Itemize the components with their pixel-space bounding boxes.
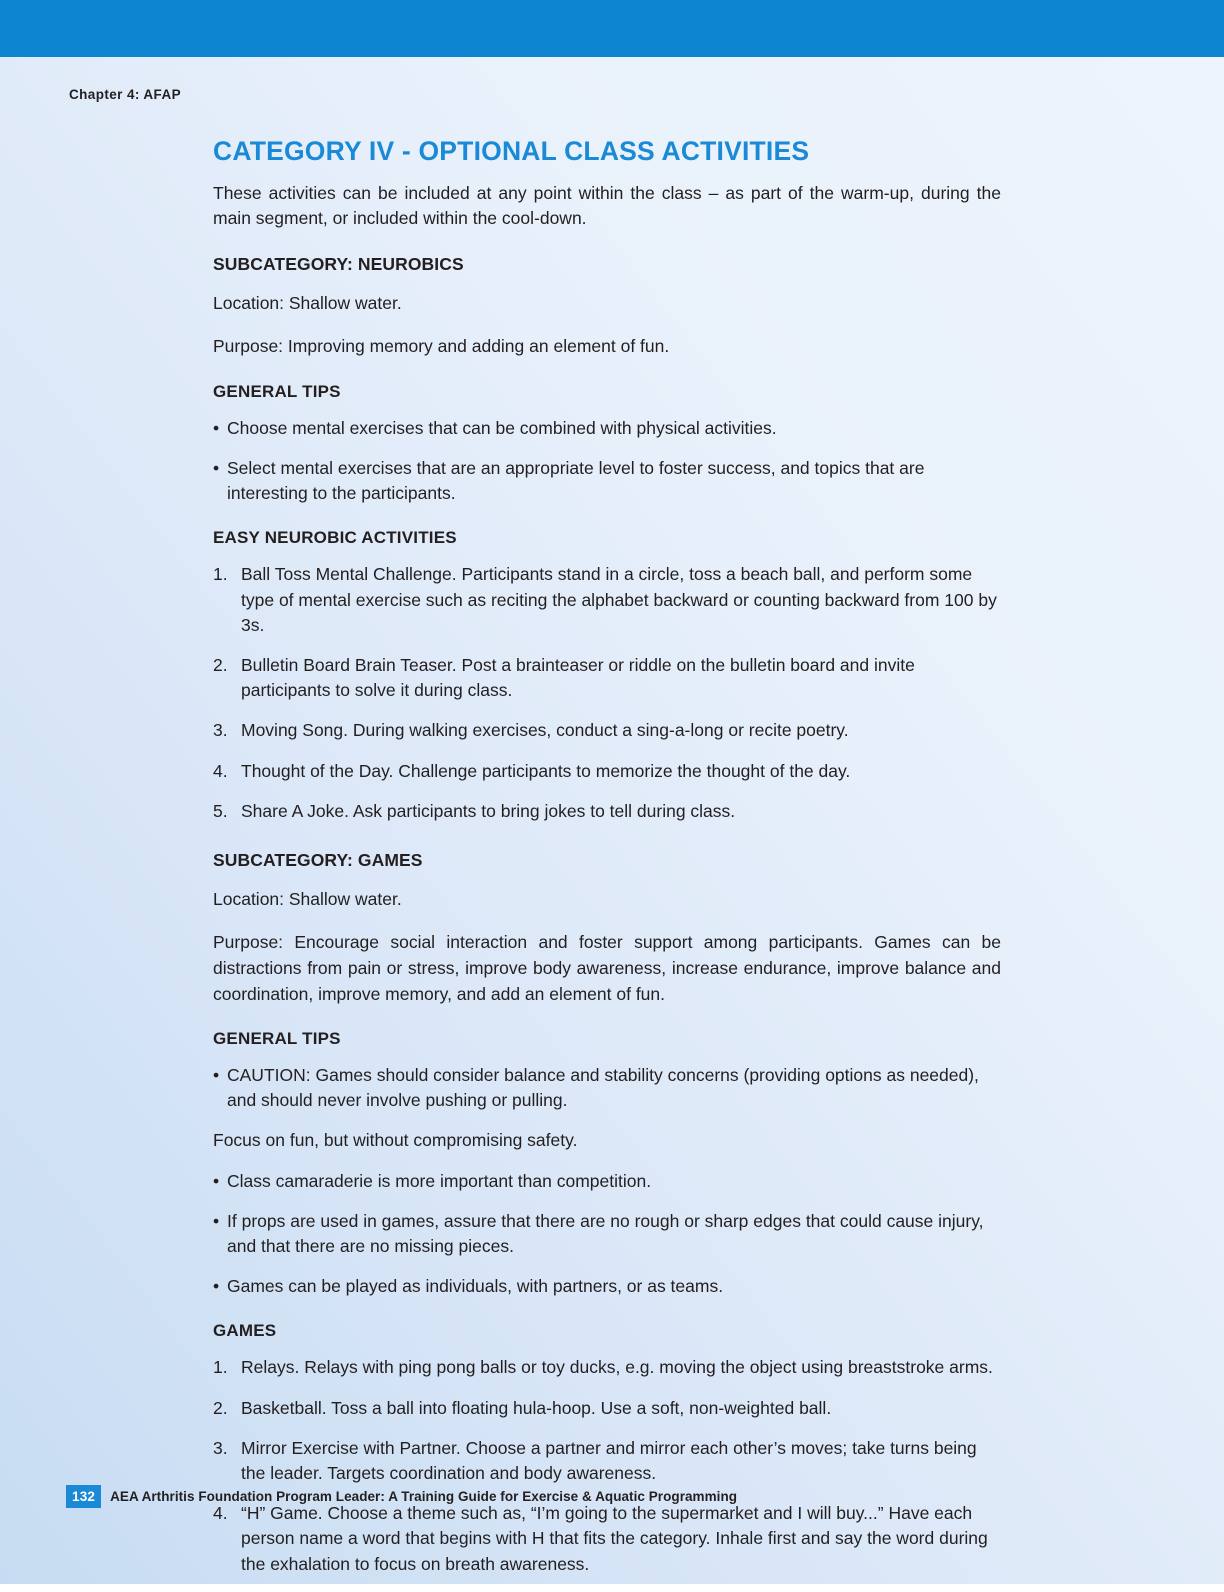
bullet-icon: • — [213, 417, 220, 438]
page-header-bar — [0, 0, 1224, 57]
page-title: CATEGORY IV - OPTIONAL CLASS ACTIVITIES — [213, 136, 810, 166]
section-neurobics — [213, 254, 1001, 824]
list-item-text: Games can be played as individuals, with partners, or as teams. — [227, 1276, 724, 1297]
intro-paragraph: These activities can be included at any point within the class – as part of the warm-up, during the main segment, or included within the cool-down. — [213, 182, 1001, 229]
list-item-number: 2. — [213, 654, 228, 675]
list-item — [213, 718, 1001, 743]
list-item-number: 1. — [213, 1357, 228, 1378]
list-item — [213, 1274, 1001, 1299]
list-item — [213, 1436, 1001, 1486]
list-item — [213, 653, 1001, 703]
list-item — [213, 1355, 1001, 1380]
list-item — [213, 759, 1001, 784]
list-item-number: 3. — [213, 1437, 228, 1458]
list-item — [213, 1396, 1001, 1421]
list-item — [213, 799, 1001, 824]
list-item-number: 1. — [213, 564, 228, 585]
list-item-number: 5. — [213, 800, 228, 821]
list-item-text: Basketball. Toss a ball into floating hula-hoop. Use a soft, non-weighted ball. — [241, 1397, 832, 1418]
list-item-text: Select mental exercises that are an appropriate level to foster success, and topics that are interesting to the participants. — [227, 458, 925, 504]
location-line-neurobics: Location: Shallow water. — [213, 292, 402, 313]
list-item-text: Moving Song. During walking exercises, conduct a sing-a-long or recite poetry. — [241, 720, 849, 741]
list-item-number: 4. — [213, 1503, 228, 1524]
list-item-text: Bulletin Board Brain Teaser. Post a brainteaser or riddle on the bulletin board and invite participants to solve it during class. — [241, 654, 915, 701]
list-item — [213, 1209, 1001, 1259]
list-item-text: If props are used in games, assure that there are no rough or sharp edges that could cause injury, and that there are no missing pieces. — [227, 1210, 984, 1257]
general-tips-heading-neurobics: GENERAL TIPS — [213, 381, 341, 401]
bullet-icon: • — [213, 458, 220, 479]
list-item-text: Choose mental exercises that can be combined with physical activities. — [227, 417, 777, 438]
list-item-text: “H” Game. Choose a theme such as, “I’m going to the supermarket and I will buy...” Have each person name a word that begins with H that fits the category. Inhale first and say the word during the exhalation to focus on breath awareness. — [241, 1503, 988, 1574]
chapter-label: Chapter 4: AFAP — [69, 87, 182, 102]
list-item-text: Share A Joke. Ask participants to bring jokes to tell during class. — [241, 800, 736, 821]
bullet-icon: • — [213, 1210, 220, 1231]
bullet-icon: • — [213, 1276, 220, 1297]
purpose-line-games: Purpose: Encourage social interaction and foster support among participants. Games can be distractions from pain or stress, improve body awareness, increase endurance, improve balance and coordination, improve memory, and add an element of fun. — [213, 932, 1001, 1004]
list-item — [213, 456, 1001, 506]
list-item-text: Relays. Relays with ping pong balls or toy ducks, e.g. moving the object using breaststroke arms. — [241, 1357, 993, 1378]
list-item-text: Class camaraderie is more important than competition. — [227, 1170, 652, 1191]
safety-note: Focus on fun, but without compromising safety. — [213, 1130, 578, 1151]
list-item-text: Ball Toss Mental Challenge. Participants stand in a circle, toss a beach ball, and perform some type of mental exercise such as reciting the alphabet backward or counting backward from 100 by 3s. — [241, 564, 997, 635]
section-games — [213, 850, 1001, 1577]
list-item-number: 3. — [213, 720, 228, 741]
bullet-icon: • — [213, 1065, 220, 1086]
list-item-text: Mirror Exercise with Partner. Choose a partner and mirror each other’s moves; take turns being the leader. Targets coordination and body awareness. — [241, 1437, 977, 1483]
list-item-number: 4. — [213, 760, 228, 781]
list-item-number: 2. — [213, 1397, 228, 1418]
footer-publication-title: AEA Arthritis Foundation Program Leader: A Training Guide for Exercise & Aquatic Programming — [110, 1488, 738, 1504]
bullet-icon: • — [213, 1170, 220, 1191]
list-item — [213, 1501, 1001, 1577]
list-item — [213, 1063, 1001, 1113]
subcategory-heading-neurobics: SUBCATEGORY: NEUROBICS — [213, 253, 464, 274]
list-item — [213, 1169, 1001, 1194]
easy-neurobic-activities-heading: EASY NEUROBIC ACTIVITIES — [213, 528, 457, 548]
purpose-line-neurobics: Purpose: Improving memory and adding an element of fun. — [213, 336, 670, 357]
page-content — [213, 137, 1001, 1592]
list-item — [213, 416, 1001, 441]
list-item-text: CAUTION: Games should consider balance and stability concerns (providing options as needed), and should never involve pushing or pulling. — [227, 1065, 979, 1111]
games-list-heading: GAMES — [213, 1321, 277, 1341]
list-item — [213, 562, 1001, 638]
page-number-badge: 132 — [66, 1485, 101, 1509]
list-item-text: Thought of the Day. Challenge participants to memorize the thought of the day. — [241, 760, 851, 781]
general-tips-heading-games: GENERAL TIPS — [213, 1029, 341, 1049]
page-footer — [66, 1485, 737, 1509]
subcategory-heading-games: SUBCATEGORY: GAMES — [213, 849, 423, 870]
location-line-games: Location: Shallow water. — [213, 888, 402, 909]
